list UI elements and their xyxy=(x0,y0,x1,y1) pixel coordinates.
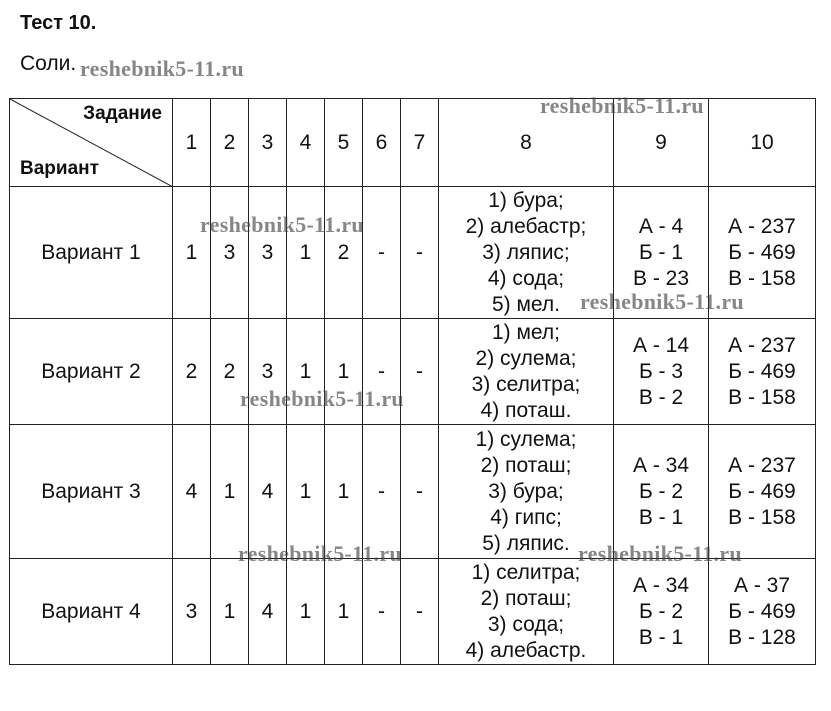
answer-cell: - xyxy=(401,425,439,559)
column-header: 10 xyxy=(709,99,816,187)
list-item: В - 158 xyxy=(728,385,796,409)
list-item: Б - 469 xyxy=(728,599,796,623)
list-item: 5) мел. xyxy=(491,292,560,316)
list-item: 4) сода; xyxy=(487,266,565,290)
watermark: reshebnik5-11.ru xyxy=(200,212,364,237)
list-item: В - 1 xyxy=(638,505,684,529)
list-item: Б - 2 xyxy=(638,599,684,623)
list-item: А - 237 xyxy=(728,333,796,357)
watermark: reshebnik5-11.ru xyxy=(80,56,244,81)
list-item: Б - 469 xyxy=(728,240,796,264)
list-item: А - 4 xyxy=(638,214,684,238)
answer-cell: 1 xyxy=(325,559,363,665)
answer-cell: - xyxy=(401,559,439,665)
corner-label-task: Задание xyxy=(83,103,162,124)
answer-cell: - xyxy=(363,319,401,425)
list-item: 3) селитра; xyxy=(471,372,581,396)
column-header: 4 xyxy=(287,99,325,187)
answer-cell: 3 xyxy=(249,319,287,425)
list-item: А - 34 xyxy=(632,573,690,597)
list-item: 3) бура; xyxy=(488,479,564,503)
answer-cell: 4 xyxy=(249,425,287,559)
column-header: 6 xyxy=(363,99,401,187)
list-item: В - 23 xyxy=(632,266,690,290)
answer-cell: - xyxy=(363,187,401,319)
list-item: 2) поташ; xyxy=(480,453,572,477)
header-row xyxy=(10,99,816,187)
list-item: 4) гипс; xyxy=(490,505,562,529)
column-header: 2 xyxy=(211,99,249,187)
list-item: 1) селитра; xyxy=(471,560,581,584)
row-header: Вариант 4 xyxy=(10,559,173,665)
answer-cell: - xyxy=(401,187,439,319)
column-header: 5 xyxy=(325,99,363,187)
list-item: А - 237 xyxy=(728,453,796,477)
list-item: Б - 469 xyxy=(728,359,796,383)
table-row xyxy=(10,425,816,559)
answers-table xyxy=(9,98,816,665)
watermark: reshebnik5-11.ru xyxy=(238,541,402,566)
answer-cell: 4 xyxy=(249,559,287,665)
answer-cell: - xyxy=(363,425,401,559)
answer-cell: 1 xyxy=(287,425,325,559)
match-cell xyxy=(614,319,709,425)
column-header: 7 xyxy=(401,99,439,187)
corner-label-variant: Вариант xyxy=(20,158,99,179)
list-item: В - 128 xyxy=(728,625,796,649)
list-item: 3) ляпис; xyxy=(482,240,570,264)
list-item: В - 158 xyxy=(728,505,796,529)
list-item: 4) поташ. xyxy=(480,398,572,422)
answer-cell: 1 xyxy=(173,187,211,319)
list-item: Б - 469 xyxy=(728,479,796,503)
list-item: 4) алебастр. xyxy=(465,638,587,662)
list-item: А - 14 xyxy=(632,333,690,357)
answer-cell: 3 xyxy=(249,187,287,319)
answer-cell: 1 xyxy=(287,187,325,319)
list-item: Б - 1 xyxy=(638,240,684,264)
answer-cell: 2 xyxy=(173,319,211,425)
row-header: Вариант 2 xyxy=(10,319,173,425)
salt-list-cell xyxy=(439,187,614,319)
answer-cell: 3 xyxy=(173,559,211,665)
answer-cell: 1 xyxy=(325,425,363,559)
match-cell xyxy=(709,559,816,665)
list-item: 1) сулема; xyxy=(475,427,577,451)
list-item: А - 37 xyxy=(733,573,791,597)
list-item: В - 2 xyxy=(638,385,684,409)
watermark: reshebnik5-11.ru xyxy=(540,93,704,118)
table-row xyxy=(10,187,816,319)
table-row xyxy=(10,319,816,425)
match-cell xyxy=(614,187,709,319)
watermark: reshebnik5-11.ru xyxy=(580,289,744,314)
watermark: reshebnik5-11.ru xyxy=(578,541,742,566)
row-header: Вариант 1 xyxy=(10,187,173,319)
answer-cell: 1 xyxy=(287,559,325,665)
corner-header xyxy=(10,99,173,187)
list-item: 1) бура; xyxy=(488,188,564,212)
list-item: Б - 2 xyxy=(638,479,684,503)
list-item: В - 1 xyxy=(638,625,684,649)
match-cell xyxy=(614,425,709,559)
list-item: Б - 3 xyxy=(638,359,684,383)
page-title: Тест 10. xyxy=(20,12,97,34)
list-item: 2) сулема; xyxy=(475,346,577,370)
answer-cell: 1 xyxy=(325,319,363,425)
list-item: В - 158 xyxy=(728,266,796,290)
answer-cell: 2 xyxy=(325,187,363,319)
list-item: А - 34 xyxy=(632,453,690,477)
answer-cell: 1 xyxy=(287,319,325,425)
answer-cell: 1 xyxy=(211,425,249,559)
salt-list-cell xyxy=(439,559,614,665)
answer-cell: - xyxy=(363,559,401,665)
salt-list-cell xyxy=(439,425,614,559)
answer-cell: 2 xyxy=(211,319,249,425)
list-item: 2) алебастр; xyxy=(465,214,587,238)
match-cell xyxy=(614,559,709,665)
row-header: Вариант 3 xyxy=(10,425,173,559)
answer-cell: 4 xyxy=(173,425,211,559)
list-item: 2) поташ; xyxy=(480,586,572,610)
table-row xyxy=(10,559,816,665)
watermark: reshebnik5-11.ru xyxy=(240,386,404,411)
list-item: 3) сода; xyxy=(487,612,565,636)
answer-cell: - xyxy=(401,319,439,425)
salt-list-cell xyxy=(439,319,614,425)
answer-cell: 1 xyxy=(211,559,249,665)
list-item: 1) мел; xyxy=(491,320,560,344)
match-cell xyxy=(709,319,816,425)
list-item: 5) ляпис. xyxy=(482,531,570,555)
list-item: А - 237 xyxy=(728,214,796,238)
column-header: 8 xyxy=(439,99,614,187)
column-header: 1 xyxy=(173,99,211,187)
answer-cell: 3 xyxy=(211,187,249,319)
column-header: 3 xyxy=(249,99,287,187)
page-subtitle: Соли. xyxy=(20,52,77,75)
match-cell xyxy=(709,425,816,559)
column-header: 9 xyxy=(614,99,709,187)
match-cell xyxy=(709,187,816,319)
